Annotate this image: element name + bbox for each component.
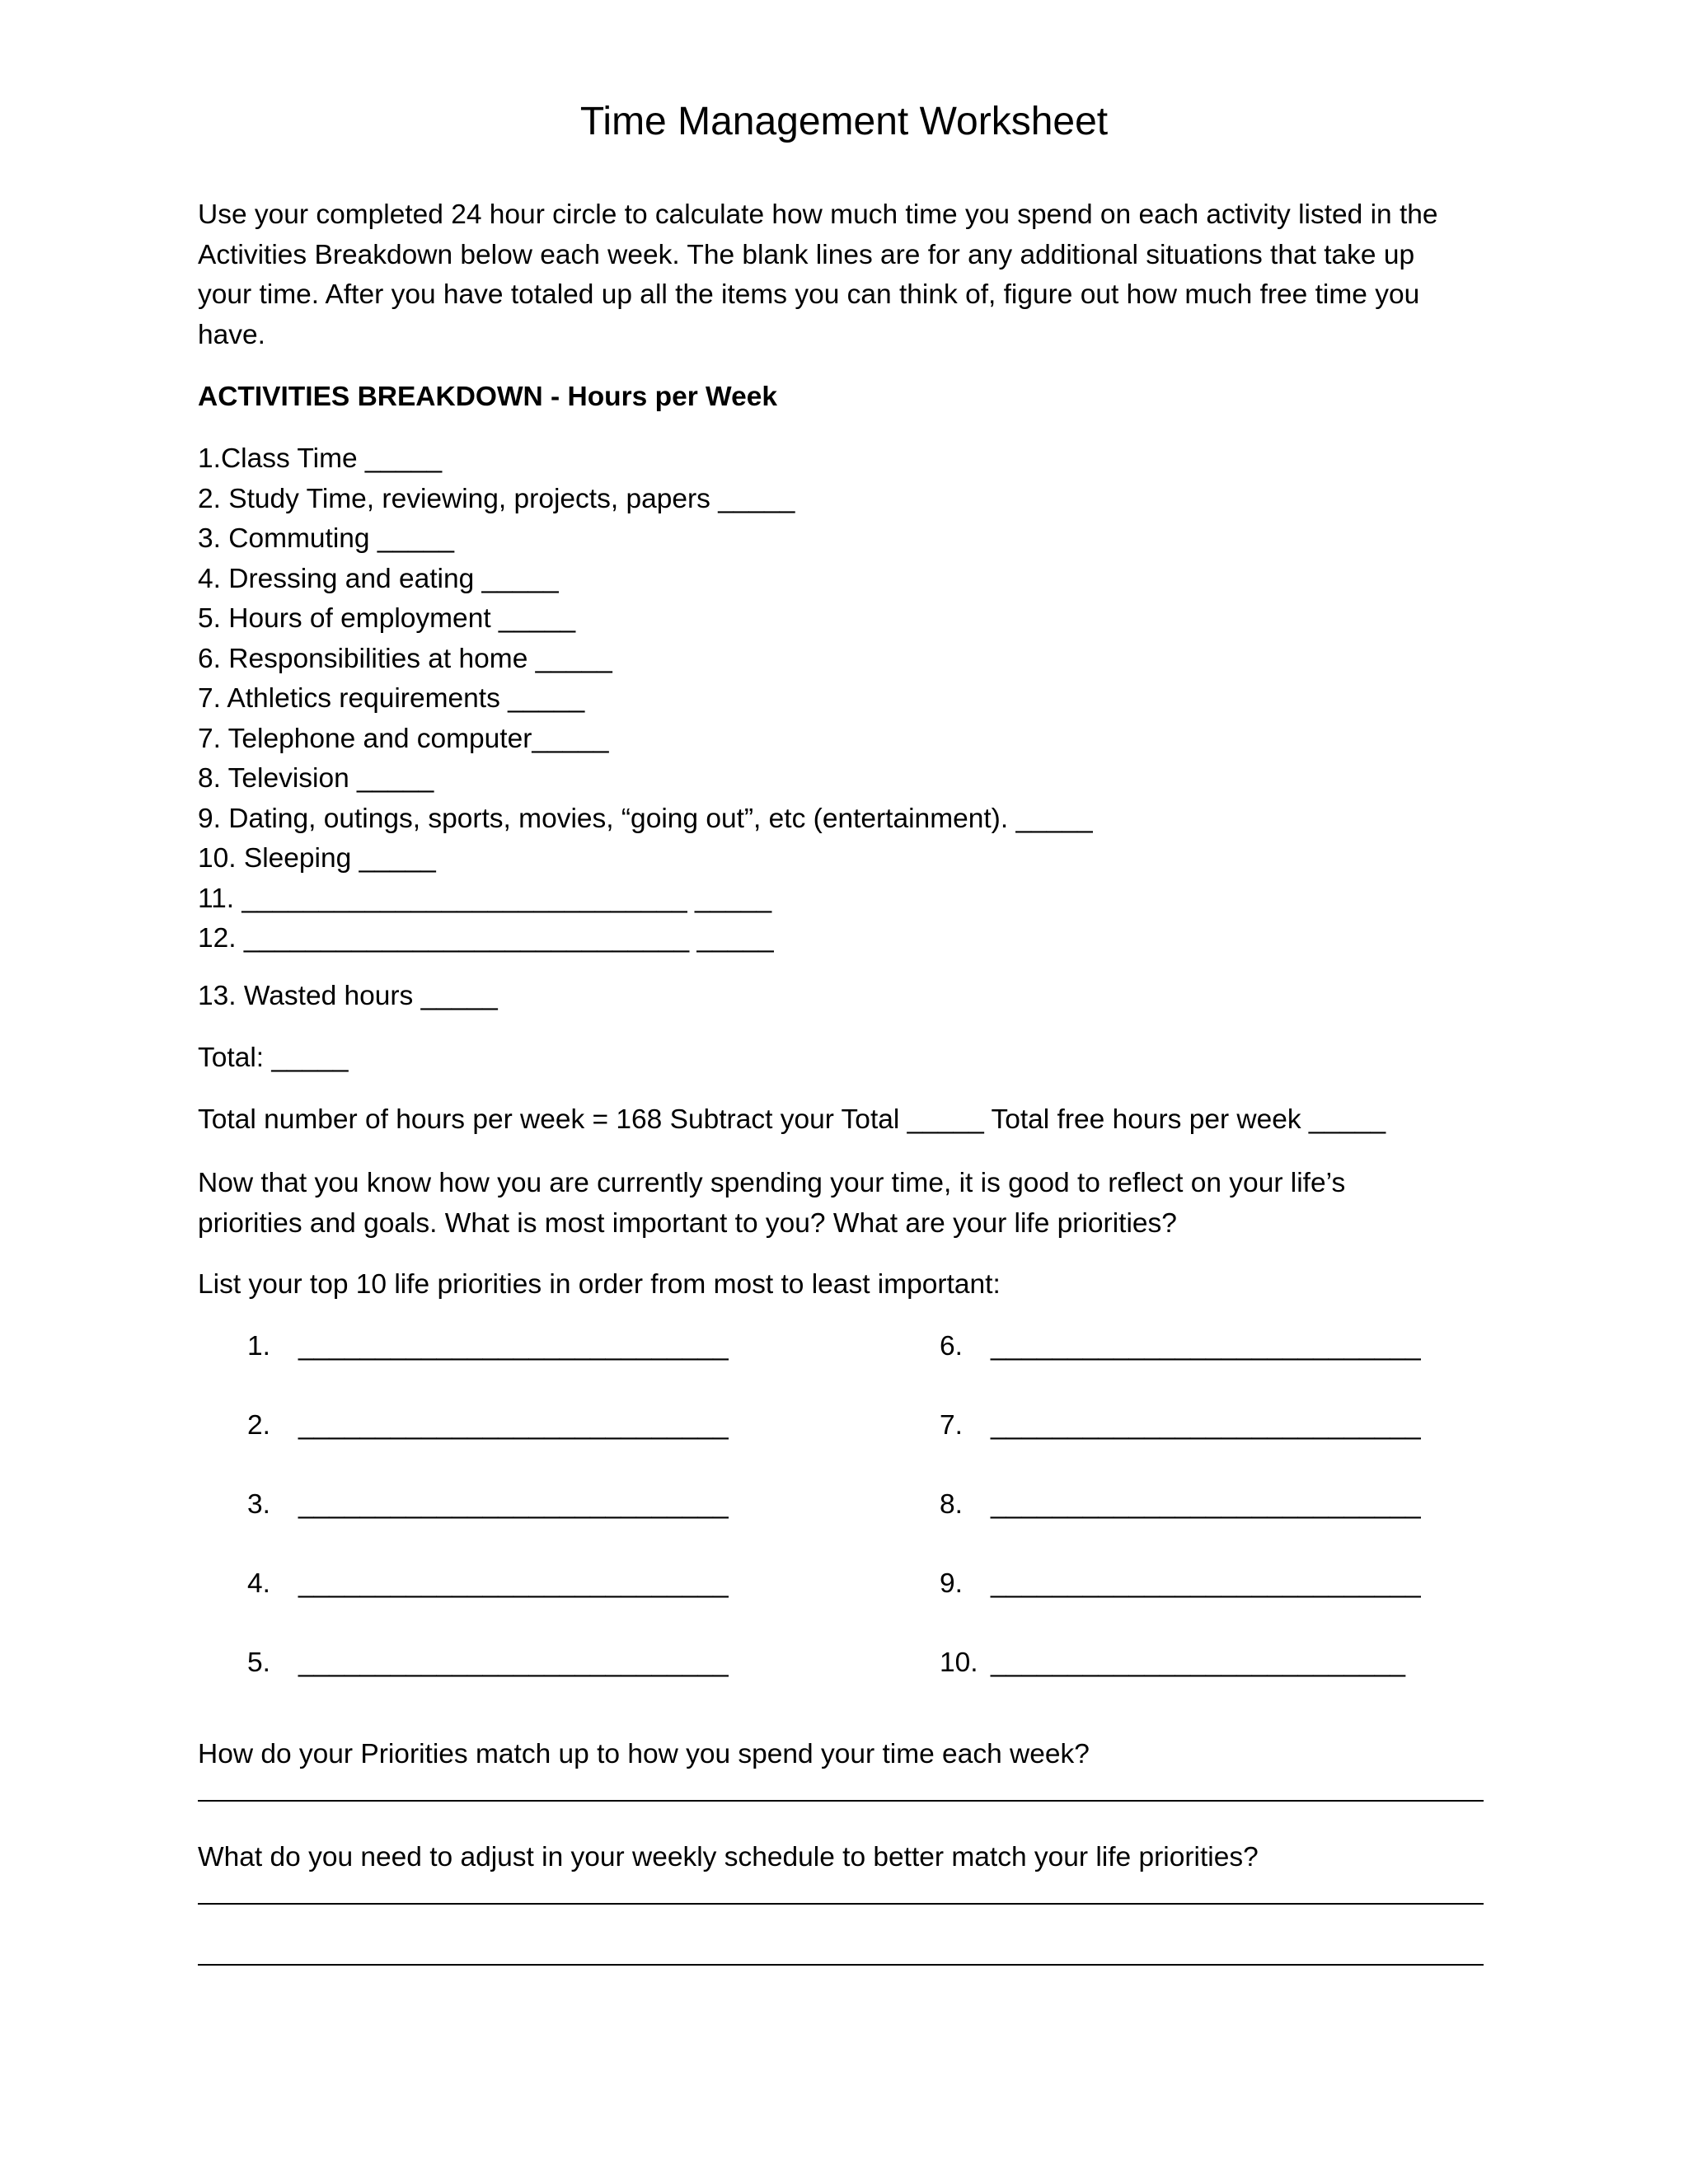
activity-item[interactable]: 12. _____________________________ _____	[198, 923, 774, 954]
priority-blank[interactable]: ____________________________	[991, 1410, 1421, 1441]
activity-item[interactable]: 2. Study Time, reviewing, projects, papers _____	[198, 483, 795, 514]
reflection-line: priorities and goals. What is most important to you? What are your life priorities?	[198, 1207, 1177, 1239]
activity-item[interactable]: 3. Commuting _____	[198, 523, 454, 554]
priority-number: 8.	[940, 1489, 963, 1520]
priority-blank[interactable]: ___________________________	[991, 1647, 1406, 1678]
activity-item[interactable]: 8. Television _____	[198, 763, 434, 794]
priority-blank[interactable]: ____________________________	[298, 1568, 729, 1599]
priority-number: 3.	[247, 1489, 270, 1520]
reflection-line: Now that you know how you are currently spending your time, it is good to reflect on your life’s	[198, 1168, 1346, 1198]
priority-number: 2.	[247, 1410, 270, 1441]
intro-line: Activities Breakdown below each week. The blank lines are for any additional situations that take up	[198, 239, 1415, 270]
priority-item[interactable]	[940, 1485, 1421, 1526]
wasted-hours-item[interactable]: 13. Wasted hours _____	[198, 981, 498, 1011]
priority-number: 6.	[940, 1331, 963, 1361]
priority-number: 4.	[247, 1568, 270, 1599]
priority-number: 10.	[940, 1647, 978, 1678]
question-schedule-adjust: What do you need to adjust in your weekly schedule to better match your life priorities?	[198, 1842, 1259, 1872]
priority-item[interactable]	[247, 1564, 729, 1605]
priority-item[interactable]	[247, 1327, 729, 1367]
activity-item[interactable]: 9. Dating, outings, sports, movies, “going out”, etc (entertainment). _____	[198, 803, 1093, 834]
answer-line[interactable]	[198, 1964, 1484, 1966]
priority-number: 7.	[940, 1410, 963, 1441]
activity-item[interactable]: 6. Responsibilities at home _____	[198, 643, 612, 674]
free-hours-calculation[interactable]: Total number of hours per week = 168 Subtract your Total _____ Total free hours per week _____	[198, 1104, 1386, 1135]
priority-item[interactable]	[247, 1485, 729, 1526]
intro-line: have.	[198, 319, 265, 350]
activity-item[interactable]: 7. Telephone and computer_____	[198, 723, 609, 754]
priority-number: 9.	[940, 1568, 963, 1599]
priority-item[interactable]	[940, 1643, 1405, 1684]
priority-blank[interactable]: ____________________________	[991, 1489, 1421, 1520]
priority-blank[interactable]: ____________________________	[991, 1331, 1421, 1361]
priority-blank[interactable]: ____________________________	[298, 1331, 729, 1361]
priority-item[interactable]	[940, 1564, 1421, 1605]
total-field[interactable]: Total: _____	[198, 1043, 349, 1073]
activity-item[interactable]: 4. Dressing and eating _____	[198, 563, 559, 594]
answer-line[interactable]	[198, 1903, 1484, 1905]
activity-item[interactable]: 7. Athletics requirements _____	[198, 683, 585, 714]
page-title: Time Management Worksheet	[579, 100, 1109, 143]
intro-line: your time. After you have totaled up all the items you can think of, figure out how much free time you	[198, 279, 1420, 310]
intro-line: Use your completed 24 hour circle to calculate how much time you spend on each activity listed in the	[198, 199, 1438, 230]
question-priorities-match: How do your Priorities match up to how you spend your time each week?	[198, 1739, 1090, 1769]
activity-item[interactable]: 11. _____________________________ _____	[198, 883, 772, 914]
priority-blank[interactable]: ____________________________	[298, 1647, 729, 1678]
priority-blank[interactable]: ____________________________	[298, 1410, 729, 1441]
activities-list	[198, 439, 1484, 959]
section-heading: ACTIVITIES BREAKDOWN - Hours per Week	[198, 382, 777, 412]
answer-line[interactable]	[198, 1800, 1484, 1802]
priority-item[interactable]	[940, 1406, 1421, 1446]
priority-blank[interactable]: ____________________________	[298, 1489, 729, 1520]
priority-item[interactable]	[247, 1643, 729, 1684]
activity-item[interactable]: 5. Hours of employment _____	[198, 603, 576, 634]
priority-item[interactable]	[247, 1406, 729, 1446]
reflection-paragraph	[198, 1164, 1484, 1244]
priority-number: 1.	[247, 1331, 270, 1361]
priority-number: 5.	[247, 1647, 270, 1678]
activity-item[interactable]: 10. Sleeping _____	[198, 843, 436, 874]
intro-paragraph	[198, 195, 1484, 355]
priority-item[interactable]	[940, 1327, 1421, 1367]
activity-item[interactable]: 1.Class Time _____	[198, 443, 443, 474]
priorities-prompt: List your top 10 life priorities in order from most to least important:	[198, 1269, 1001, 1300]
priority-blank[interactable]: ____________________________	[991, 1568, 1421, 1599]
